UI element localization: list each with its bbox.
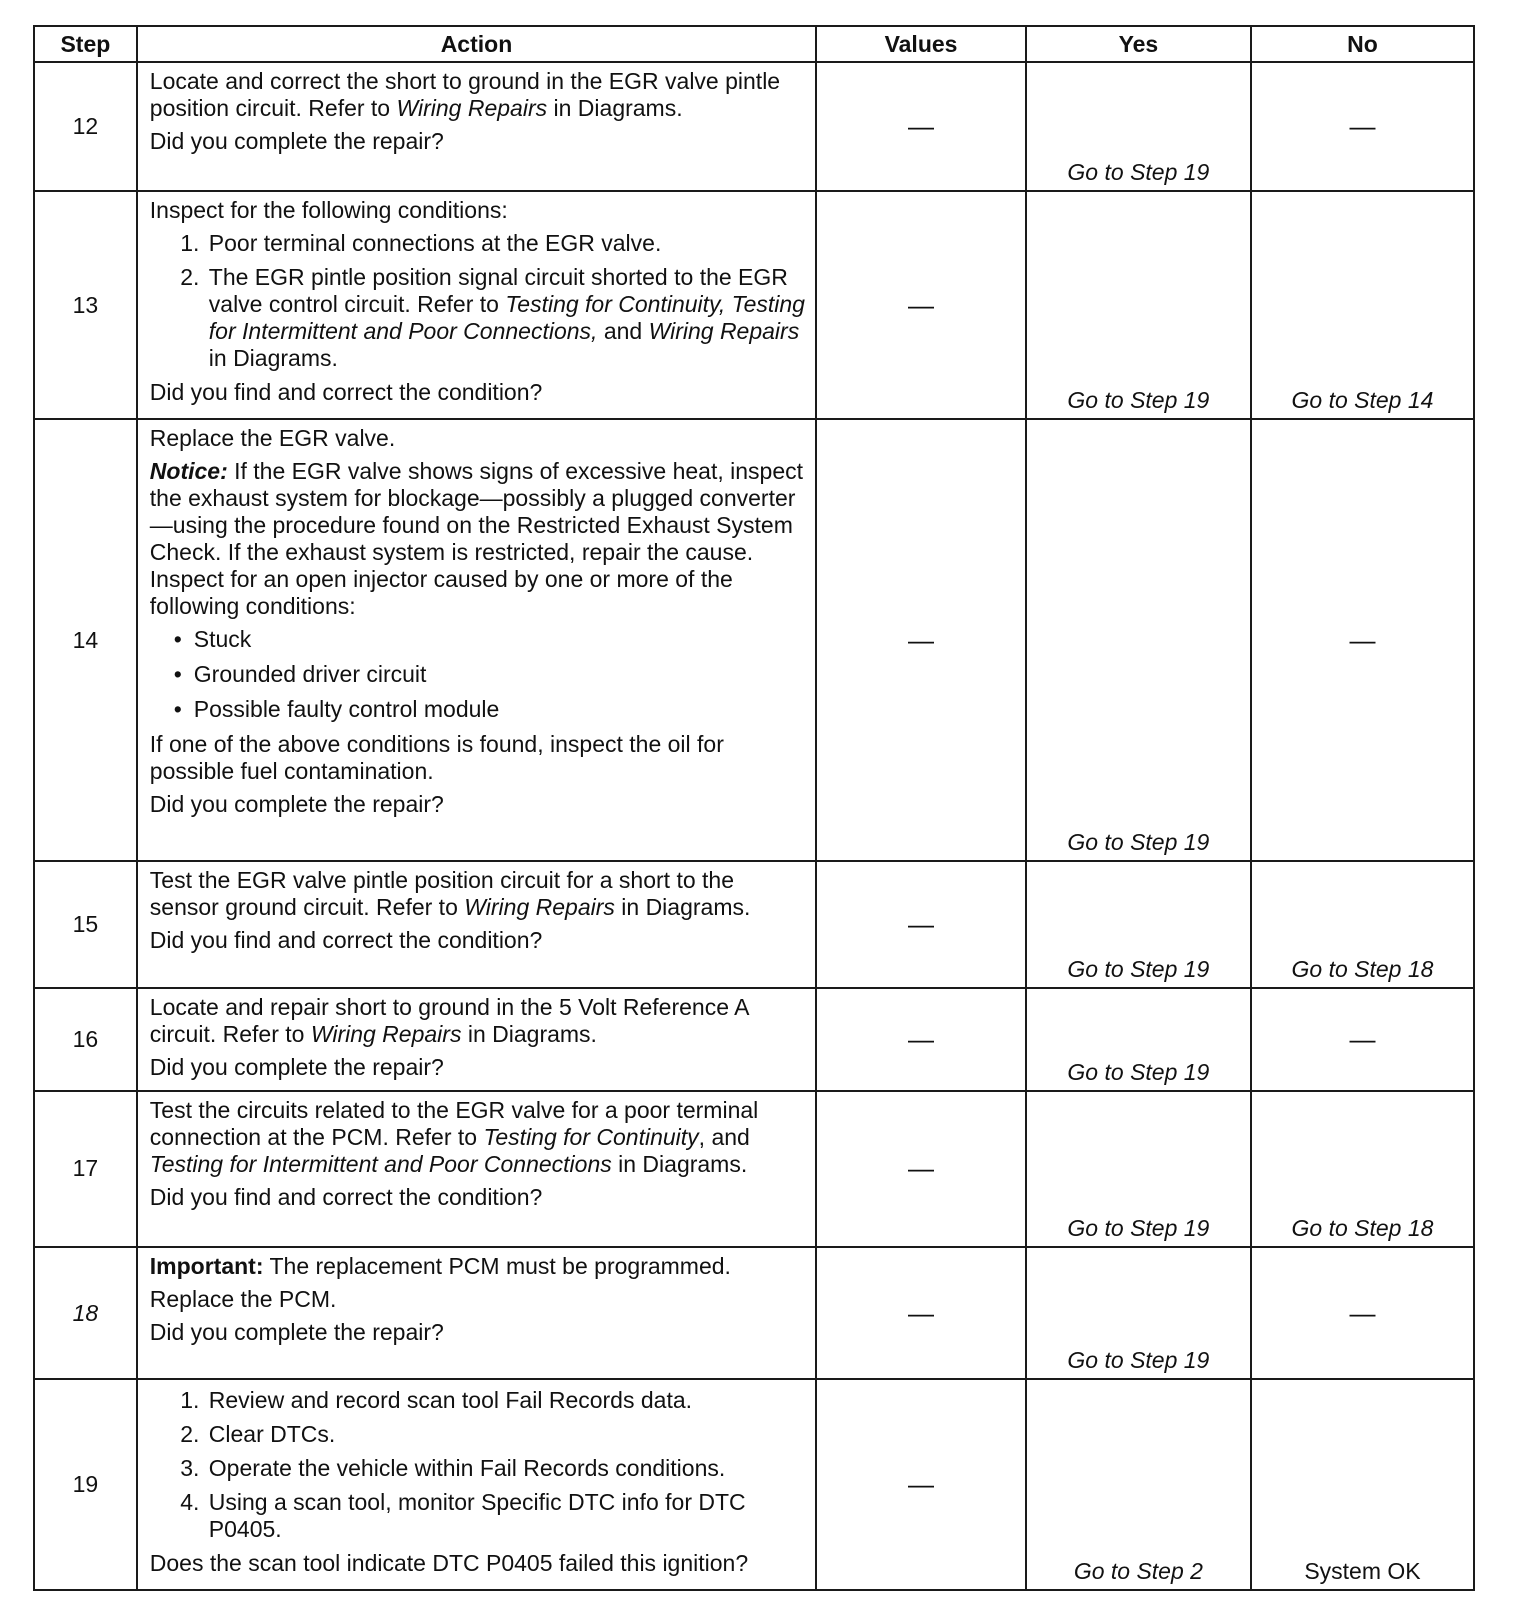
step-number: 12 bbox=[34, 62, 137, 191]
goto-step-link: Go to Step 19 bbox=[1067, 956, 1210, 983]
values-cell: — bbox=[816, 62, 1026, 191]
list-item: 4. Using a scan tool, monitor Specific DTC info for DTC P0405. bbox=[206, 1489, 805, 1543]
list-item: 1. Poor terminal connections at the EGR valve. bbox=[206, 230, 805, 257]
header-step: Step bbox=[34, 26, 137, 62]
list-item: • Possible faulty control module bbox=[194, 696, 805, 723]
no-cell: — bbox=[1251, 62, 1474, 191]
action-question: Did you find and correct the condition? bbox=[149, 379, 543, 406]
action-question: Did you complete the repair? bbox=[149, 791, 444, 818]
step-number: 15 bbox=[34, 861, 137, 988]
header-yes: Yes bbox=[1026, 26, 1251, 62]
values-cell: — bbox=[816, 1247, 1026, 1379]
yes-cell bbox=[1026, 1379, 1251, 1590]
header-no: No bbox=[1251, 26, 1474, 62]
action-cell bbox=[137, 1247, 816, 1379]
action-question: Did you find and correct the condition? bbox=[149, 926, 543, 953]
list-item: • Stuck bbox=[194, 626, 805, 653]
no-cell bbox=[1251, 861, 1474, 988]
yes-cell bbox=[1026, 861, 1251, 988]
no-cell bbox=[1251, 1379, 1474, 1590]
header-values: Values bbox=[816, 26, 1026, 62]
action-text: If one of the above conditions is found, inspect the oil for possible fuel contamination. bbox=[149, 731, 724, 785]
condition-bullets bbox=[150, 626, 805, 723]
yes-cell bbox=[1026, 191, 1251, 419]
action-text: Locate and correct the short to ground in the EGR valve pintle position circuit. Refer to Wiring Repairs in Diagrams. bbox=[149, 68, 781, 121]
list-item: 1. Review and record scan tool Fail Records data. bbox=[206, 1387, 805, 1414]
list-item: 2. The EGR pintle position signal circuit shorted to the EGR valve control circuit. Refer to Testing for Continuity, Testing for Intermittent and Poor Connections, and Wiring Repairs in Diagrams. bbox=[206, 264, 805, 372]
action-cell bbox=[137, 861, 816, 988]
goto-step-link: Go to Step 19 bbox=[1067, 1347, 1210, 1374]
goto-step-link: Go to Step 14 bbox=[1291, 387, 1434, 414]
table-row bbox=[34, 62, 1474, 191]
action-question: Did you find and correct the condition? bbox=[149, 1183, 543, 1210]
values-cell: — bbox=[816, 861, 1026, 988]
action-text: Replace the PCM. bbox=[149, 1285, 337, 1312]
table-row bbox=[34, 419, 1474, 861]
values-cell: — bbox=[816, 1091, 1026, 1247]
no-cell: — bbox=[1251, 1247, 1474, 1379]
action-intro: Replace the EGR valve. bbox=[149, 425, 396, 452]
values-cell: — bbox=[816, 988, 1026, 1091]
yes-cell bbox=[1026, 419, 1251, 861]
list-item: 3. Operate the vehicle within Fail Records conditions. bbox=[206, 1455, 805, 1482]
action-cell bbox=[137, 419, 816, 861]
action-text: Test the EGR valve pintle position circuit for a short to the sensor ground circuit. Refer to Wiring Repairs in Diagrams. bbox=[149, 866, 751, 920]
action-cell bbox=[137, 1379, 816, 1590]
no-cell: — bbox=[1251, 419, 1474, 861]
action-text: Test the circuits related to the EGR valve for a poor terminal connection at the PCM. Refer to Testing for Continuity, and Testing for Intermittent and Poor Connections in Diagrams. bbox=[149, 1096, 759, 1177]
no-cell: — bbox=[1251, 988, 1474, 1091]
values-cell: — bbox=[816, 1379, 1026, 1590]
diagnostic-table bbox=[33, 25, 1475, 1591]
values-cell: — bbox=[816, 419, 1026, 861]
action-cell bbox=[137, 191, 816, 419]
list-item: • Grounded driver circuit bbox=[194, 661, 805, 688]
goto-step-link: Go to Step 19 bbox=[1067, 1058, 1210, 1085]
header-row bbox=[34, 26, 1474, 62]
no-cell bbox=[1251, 1091, 1474, 1247]
no-cell bbox=[1251, 191, 1474, 419]
action-question: Did you complete the repair? bbox=[149, 1318, 444, 1345]
goto-step-link: Go to Step 19 bbox=[1067, 828, 1210, 855]
list-item: 2. Clear DTCs. bbox=[206, 1421, 805, 1448]
header-action: Action bbox=[137, 26, 816, 62]
step-number: 19 bbox=[34, 1379, 137, 1590]
step-number: 16 bbox=[34, 988, 137, 1091]
yes-cell bbox=[1026, 1247, 1251, 1379]
table-row bbox=[34, 191, 1474, 419]
table-row bbox=[34, 1379, 1474, 1590]
action-cell bbox=[137, 62, 816, 191]
goto-step-link: Go to Step 2 bbox=[1073, 1558, 1203, 1584]
action-question: Does the scan tool indicate DTC P0405 failed this ignition? bbox=[149, 1550, 749, 1577]
procedure-list bbox=[150, 1387, 805, 1543]
step-number: 13 bbox=[34, 191, 137, 419]
important-text: Important: The replacement PCM must be programmed. bbox=[149, 1252, 731, 1279]
yes-cell bbox=[1026, 1091, 1251, 1247]
table-row bbox=[34, 988, 1474, 1091]
action-cell bbox=[137, 988, 816, 1091]
step-number: 17 bbox=[34, 1091, 137, 1247]
notice-text: Notice: If the EGR valve shows signs of excessive heat, inspect the exhaust system for blockage—possibly a plugged converter—using the procedure found on the Restricted Exhaust System Check. If the exhaust system is restricted, repair the cause. Inspect for an open injector caused by one or more of the following conditions: bbox=[149, 458, 804, 620]
step-number: 14 bbox=[34, 419, 137, 861]
goto-step-link: Go to Step 19 bbox=[1067, 159, 1210, 186]
action-intro: Inspect for the following conditions: bbox=[149, 197, 508, 224]
action-text: Locate and repair short to ground in the 5 Volt Reference A circuit. Refer to Wiring Repairs in Diagrams. bbox=[149, 994, 749, 1048]
action-cell bbox=[137, 1091, 816, 1247]
system-ok-label: System OK bbox=[1304, 1558, 1421, 1584]
table-row bbox=[34, 861, 1474, 988]
condition-list bbox=[150, 230, 805, 372]
yes-cell bbox=[1026, 62, 1251, 191]
table-row bbox=[34, 1247, 1474, 1379]
goto-step-link: Go to Step 19 bbox=[1067, 387, 1210, 414]
goto-step-link: Go to Step 19 bbox=[1067, 1214, 1210, 1241]
values-cell: — bbox=[816, 191, 1026, 419]
action-question: Did you complete the repair? bbox=[149, 128, 444, 154]
table-row bbox=[34, 1091, 1474, 1247]
yes-cell bbox=[1026, 988, 1251, 1091]
step-number: 18 bbox=[34, 1247, 137, 1379]
goto-step-link: Go to Step 18 bbox=[1291, 956, 1434, 983]
action-question: Did you complete the repair? bbox=[149, 1054, 444, 1081]
goto-step-link: Go to Step 18 bbox=[1291, 1214, 1434, 1241]
